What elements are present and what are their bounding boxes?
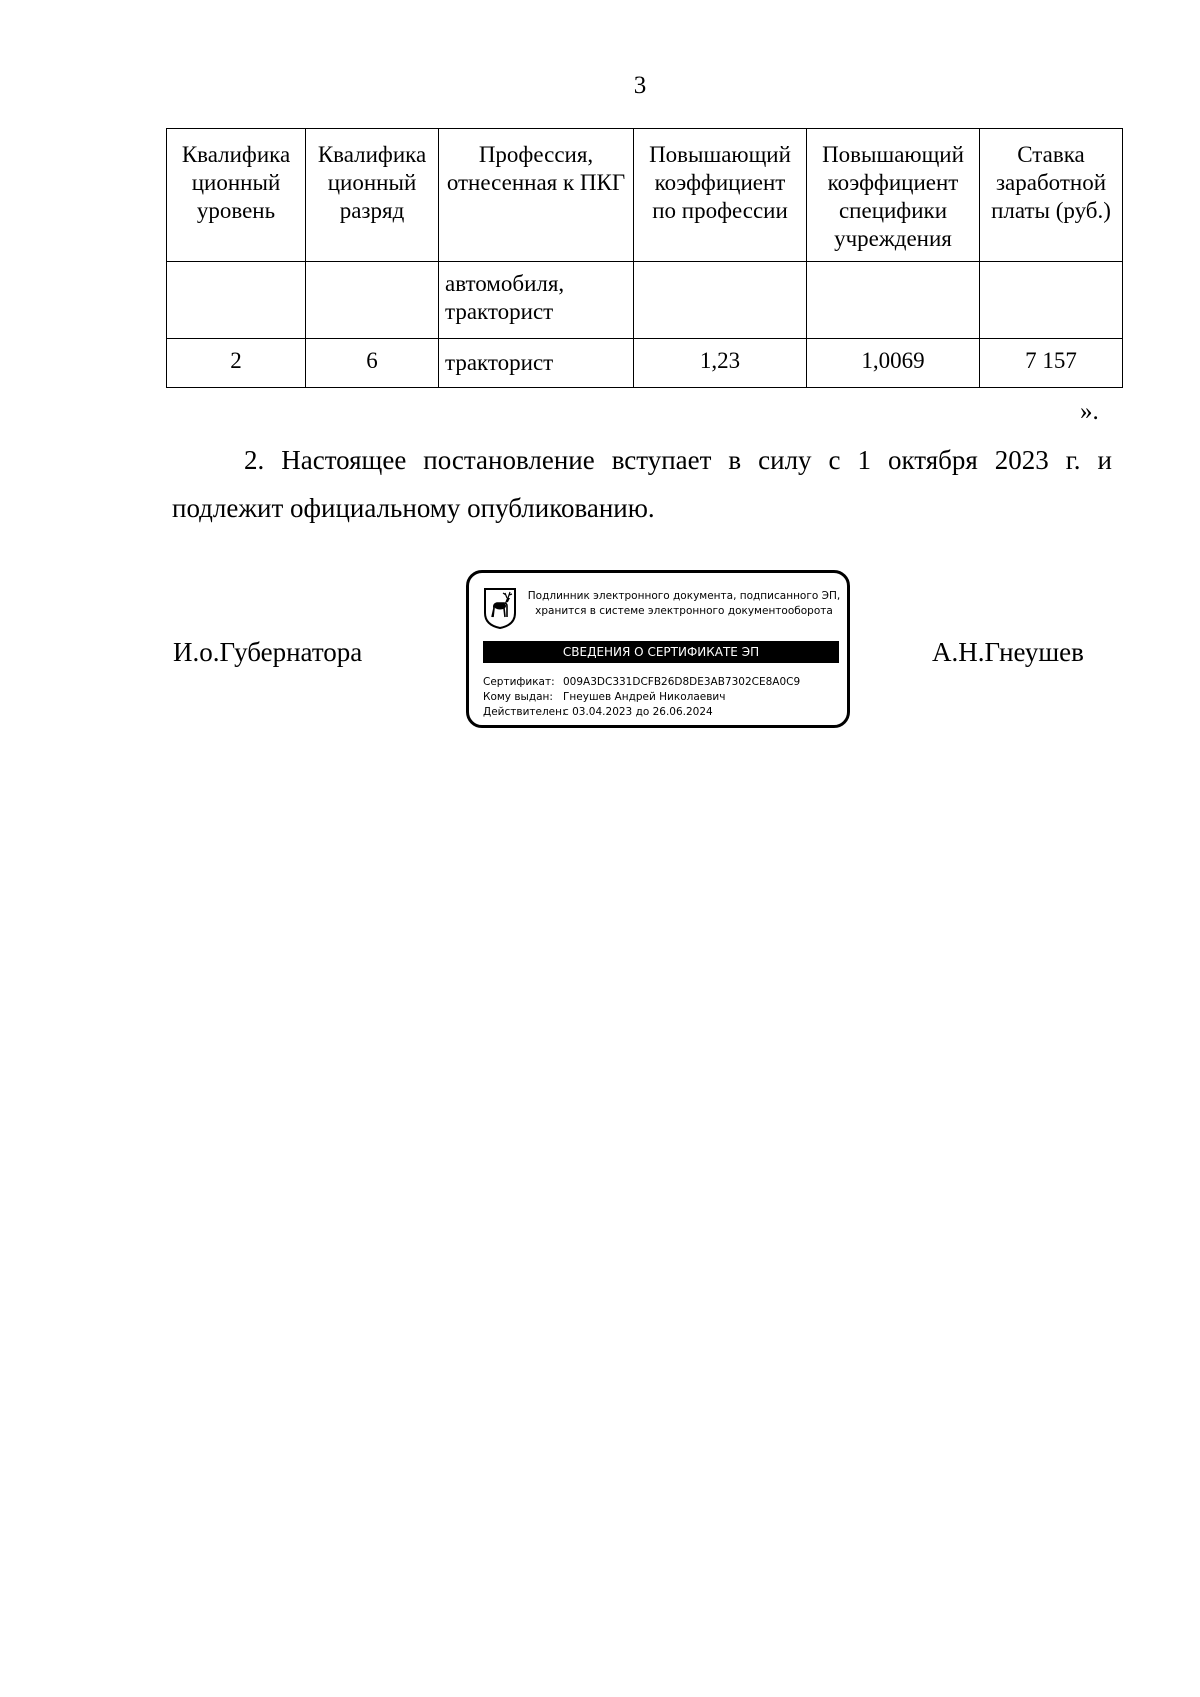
page-number: 3: [633, 72, 647, 99]
header-salary-rate: Ставка заработной платы (руб.): [980, 129, 1123, 262]
valid-label: Действителен:: [483, 706, 566, 718]
cell-salary-rate: [980, 262, 1123, 339]
electronic-signature-stamp: [466, 570, 850, 728]
cell-grade: 6: [306, 339, 439, 388]
deer-coat-of-arms-icon: [483, 587, 517, 629]
header-qualification-level: Квалифика ционный уровень: [167, 129, 306, 262]
stamp-header-line: хранится в системе электронного документооборота: [535, 605, 833, 617]
header-institution-coefficient: Повышающий коэффициент специфики учреждения: [807, 129, 980, 262]
table-header-row: [167, 129, 1123, 262]
closing-quote: ».: [1080, 398, 1099, 425]
table-row: [167, 339, 1123, 388]
table-row: [167, 262, 1123, 339]
cell-level: 2: [167, 339, 306, 388]
header-profession-coefficient: Повышающий коэффициент по профессии: [634, 129, 807, 262]
issued-to-label: Кому выдан:: [483, 691, 553, 703]
stamp-bar-title: СВЕДЕНИЯ О СЕРТИФИКАТЕ ЭП: [483, 641, 839, 663]
certificate-value: 009A3DC331DCFB26D8DE3AB7302CE8A0C9: [563, 676, 801, 688]
header-profession: Профессия, отнесенная к ПКГ: [439, 129, 634, 262]
cell-institution-coefficient: 1,0069: [807, 339, 980, 388]
cell-profession-coefficient: 1,23: [634, 339, 807, 388]
effective-date-paragraph: 2. Настоящее постановление вступает в силу с 1 октября 2023 г. и подлежит официальному опубликованию.: [172, 445, 1112, 523]
cell-salary-rate: 7 157: [980, 339, 1123, 388]
stamp-certificate-details: [483, 675, 843, 720]
cell-profession: автомобиля, тракторист: [439, 262, 634, 339]
signer-name: А.Н.Гнеушев: [932, 637, 1084, 667]
cell-institution-coefficient: [807, 262, 980, 339]
issued-to-value: Гнеушев Андрей Николаевич: [563, 691, 726, 703]
header-qualification-grade: Квалифика ционный разряд: [306, 129, 439, 262]
stamp-certificate-line: [483, 675, 843, 690]
signer-title: И.о.Губернатора: [173, 637, 363, 667]
stamp-header-line: Подлинник электронного документа, подписанного ЭП,: [527, 590, 841, 602]
stamp-validity-line: [483, 705, 843, 720]
stamp-header: [525, 589, 843, 619]
stamp-issued-to-line: [483, 690, 843, 705]
cell-profession: тракторист: [439, 339, 634, 388]
valid-value: с 03.04.2023 до 26.06.2024: [563, 706, 713, 718]
certificate-label: Сертификат:: [483, 676, 555, 688]
cell-grade: [306, 262, 439, 339]
cell-profession-coefficient: [634, 262, 807, 339]
cell-level: [167, 262, 306, 339]
salary-rate-table: [166, 128, 1123, 388]
